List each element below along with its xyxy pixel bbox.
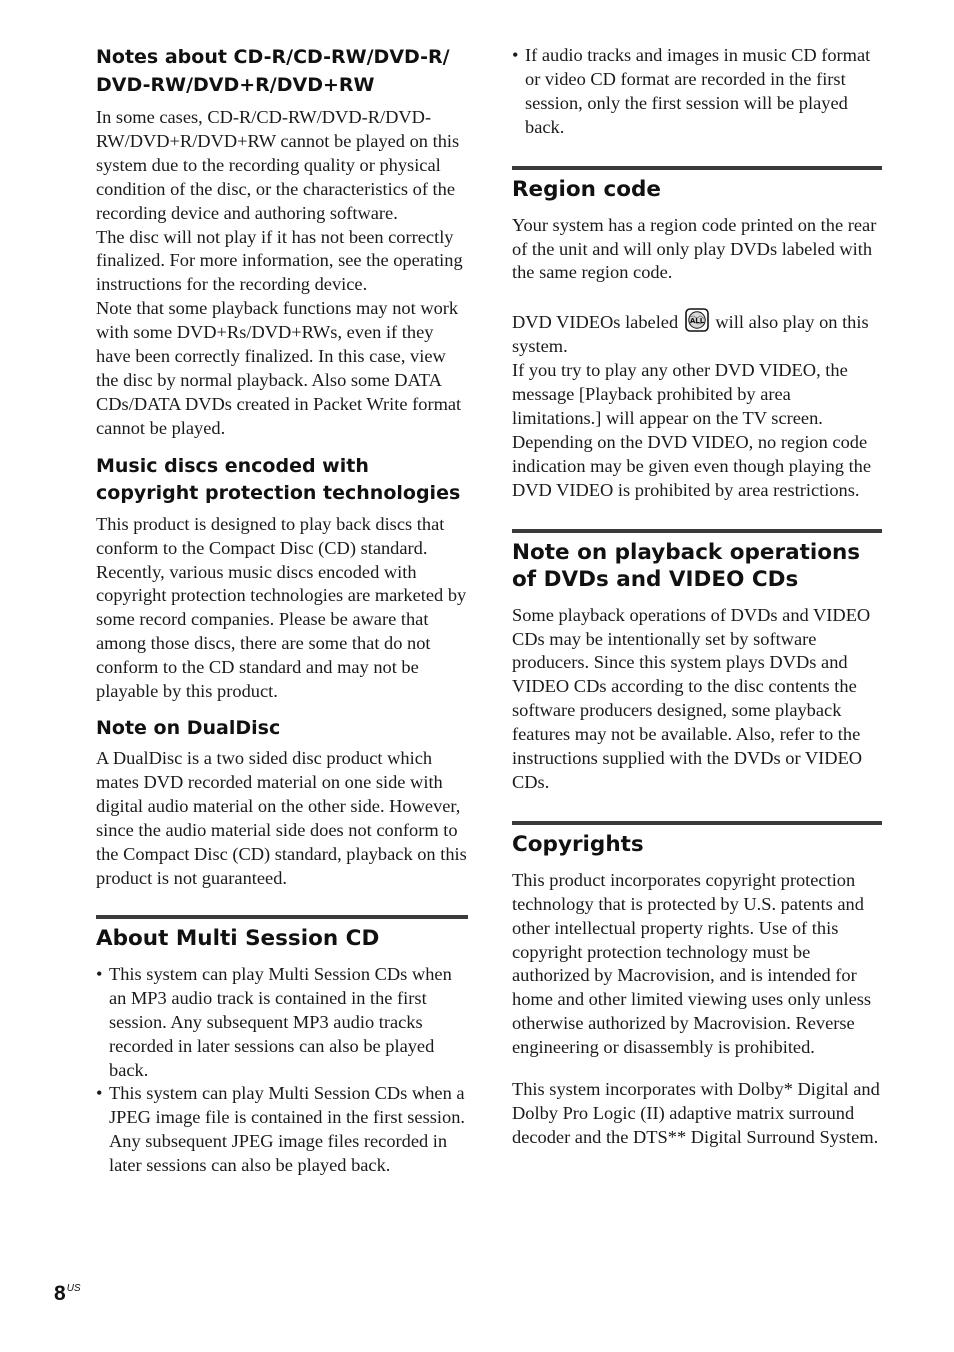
copyrights-para2: This system incorporates with Dolby* Digital and Dolby Pro Logic (II) adaptive matrix surround decoder and the DTS** Digital Surround System. <box>512 1079 880 1147</box>
cdr-notes-heading <box>96 44 468 99</box>
copyrights-heading: Copyrights <box>512 821 882 858</box>
region-code-para3: If you try to play any other DVD VIDEO, the message [Playback prohibited by area limitations.] will appear on the TV screen. Depending on the DVD VIDEO, no region code indication may be given even though playing the DVD VIDEO is prohibited by area restrictions. <box>512 360 872 500</box>
multi-session-bullet-first-session: • If audio tracks and images in music CD format or video CD format are recorded in the first session, only the first session will be played back. <box>512 44 882 140</box>
copyrights-para1: This product incorporates copyright protection technology that is protected by U.S. patents and other intellectual property rights. Use of this copyright protection technology must be authorized by Macrovision, and is intended for home and other limited viewing uses only unless otherwise authorized by Macrovision. Reverse engineering or disassembly is prohibited. <box>512 869 872 1058</box>
multi-session-heading: About Multi Session CD <box>96 915 468 952</box>
region-code-heading: Region code <box>512 166 882 203</box>
left-column <box>96 44 468 1178</box>
region-code-para2-after: will also play on this system. <box>512 312 869 357</box>
all-region-icon-label: ALL <box>689 317 704 326</box>
dualdisc-heading: Note on DualDisc <box>96 716 281 739</box>
region-code-para1: Your system has a region code printed on the rear of the unit and will only play DVDs labeled with the same region code. <box>512 214 877 283</box>
playback-ops-para: Some playback operations of DVDs and VIDEO CDs may be intentionally set by software producers. Since this system plays DVDs and VIDEO CDs according to the disc contents the software producers designed, some playback features may not be available. Also, refer to the instructions supplied with the DVDs or VIDEO CDs. <box>512 604 871 792</box>
page-region-suffix: US <box>66 1283 81 1294</box>
cdr-notes-para1: In some cases, CD-R/CD-RW/DVD-R/DVD-RW/DVD+R/DVD+RW cannot be played on this system due to the recording quality or physical condition of the disc, or the characteristics of the recording device and authoring software. <box>96 107 460 223</box>
region-code-para2-before: DVD VIDEOs labeled <box>512 312 679 333</box>
music-discs-heading: Music discs encoded with copyright protection technologies <box>96 454 461 505</box>
right-column <box>512 44 882 1150</box>
multi-session-list <box>96 963 468 1178</box>
multi-session-list-continued <box>512 44 882 140</box>
multi-session-bullet-mp3: • This system can play Multi Session CDs when an MP3 audio track is contained in the first session. Any subsequent MP3 audio tracks recorded in later sessions can also be played back. <box>96 963 468 1083</box>
music-discs-para: This product is designed to play back discs that conform to the Compact Disc (CD) standard. Recently, various music discs encoded with copyright protection technologies are marketed by some record companies. Please be aware that among those discs, there are some that do not conform to the CD standard and may not be playable by this product. <box>96 513 467 702</box>
all-region-globe-icon <box>685 308 709 332</box>
playback-ops-heading: Note on playback operations of DVDs and VIDEO CDs <box>512 529 882 593</box>
cdr-notes-para2: The disc will not play if it has not been correctly finalized. For more information, see the operating instructions for the recording device. <box>96 226 463 295</box>
page-number <box>54 1282 81 1306</box>
dualdisc-para: A DualDisc is a two sided disc product which mates DVD recorded material on one side with digital audio material on the other side. However, since the audio material side does not conform to the Compact Disc (CD) standard, playback on this product is not guaranteed. <box>96 748 467 888</box>
region-code-para2 <box>512 308 882 359</box>
cdr-notes-heading-line2: DVD-RW/DVD+R/DVD+RW <box>96 73 375 96</box>
cdr-notes-heading-line1: Notes about CD-R/CD-RW/DVD-R/ <box>96 46 450 68</box>
page-number-value: 8 <box>54 1282 66 1305</box>
cdr-notes-para3: Note that some playback functions may not work with some DVD+Rs/DVD+RWs, even if they have been correctly finalized. In this case, view the disc by normal playback. Also some DATA CDs/DATA DVDs created in Packet Write format cannot be played. <box>96 298 462 438</box>
multi-session-bullet-jpeg: • This system can play Multi Session CDs when a JPEG image file is contained in the first session. Any subsequent JPEG image files recorded in later sessions can also be played back. <box>96 1082 468 1178</box>
